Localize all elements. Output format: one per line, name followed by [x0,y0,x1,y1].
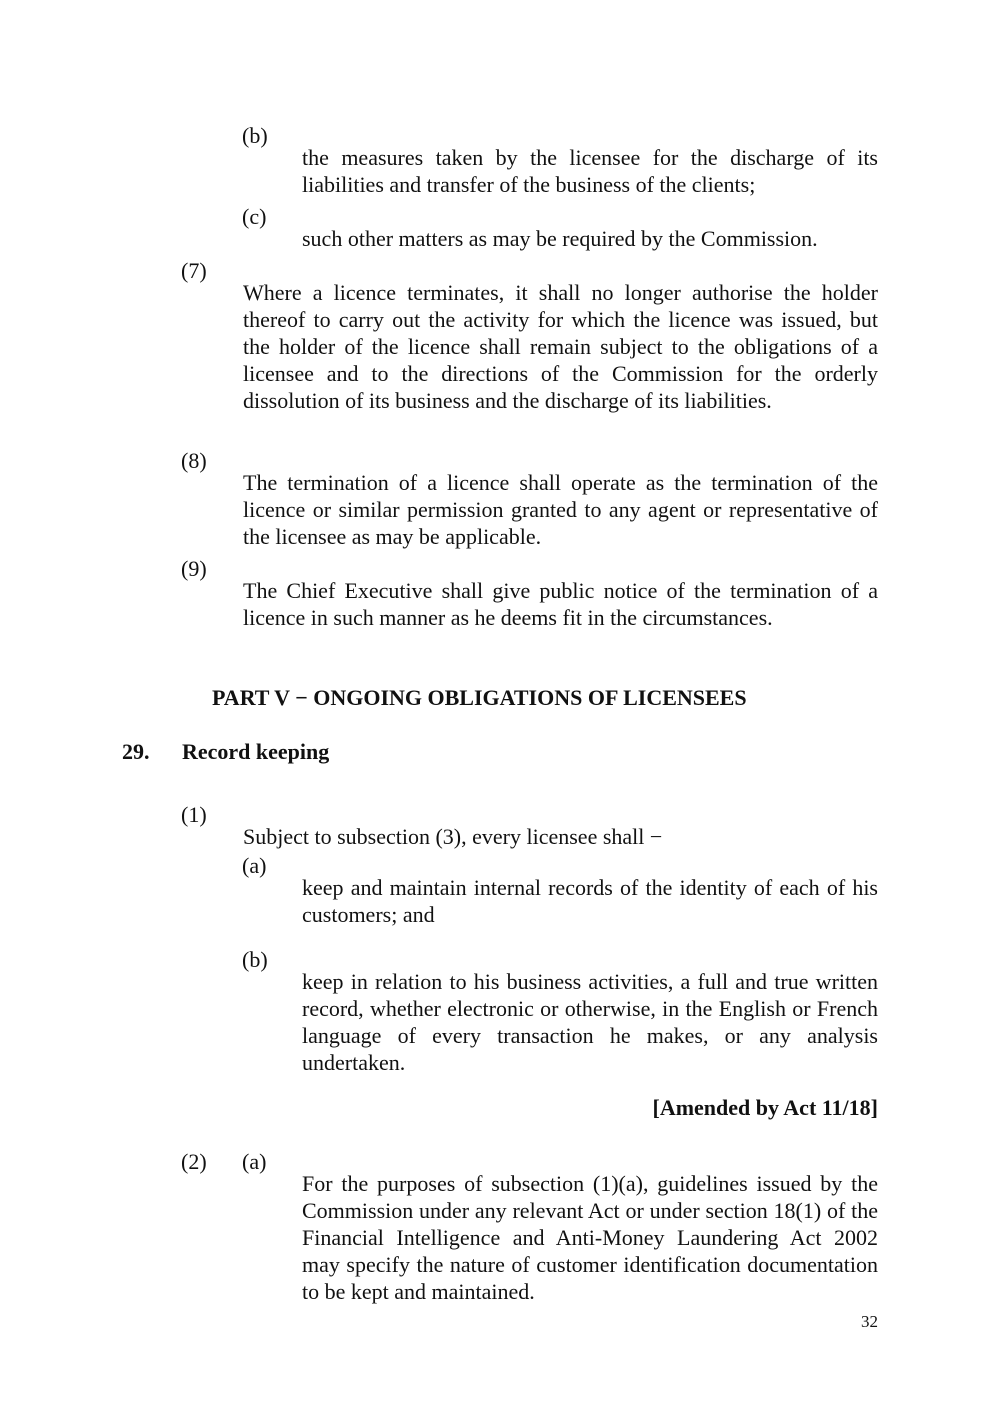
paragraph-1b-text: keep in relation to his business activities, a full and true written record, whether electronic or otherwise, in the English or French language of every transaction he makes, or any analysis undertaken. [302,969,878,1075]
paragraph-label-1b: (b) [242,947,268,972]
amendment-note: [Amended by Act 11/18] [652,1095,878,1120]
subsection-9-text: The Chief Executive shall give public notice of the termination of a licence in such manner as he deems fit in the circumstances. [243,578,878,630]
page-number: 32 [861,1312,878,1331]
subsection-label-9: (9) [181,556,207,581]
subsection-8-text: The termination of a licence shall operate as the termination of the licence or similar permission granted to any agent or representative of the licensee as may be applicable. [243,470,878,549]
section-title: Record keeping [182,739,330,764]
part-heading: PART V − ONGOING OBLIGATIONS OF LICENSEES [212,685,747,710]
paragraph-label-1a: (a) [242,853,267,878]
clause-c-text: such other matters as may be required by the Commission. [302,226,818,251]
subsection-1-text: Subject to subsection (3), every licensee shall − [243,824,663,849]
clause-label-c: (c) [242,204,267,229]
paragraph-label-2a: (a) [242,1149,267,1174]
subsection-label-2: (2) [181,1149,207,1174]
subsection-7-text: Where a licence terminates, it shall no longer authorise the holder thereof to carry out the activity for which the licence was issued, but the holder of the licence shall remain subject to the obligations of a licensee and to the directions of the Commission for the orderly dissolution of its business and the discharge of its liabilities. [243,280,878,413]
clause-b-text: the measures taken by the licensee for the discharge of its liabilities and transfer of the business of the clients; [302,145,878,197]
section-number: 29. [122,739,150,764]
subsection-label-7: (7) [181,258,207,283]
subsection-label-1: (1) [181,802,207,827]
subsection-label-8: (8) [181,448,207,473]
clause-label-b: (b) [242,123,268,148]
paragraph-2a-text: For the purposes of subsection (1)(a), guidelines issued by the Commission under any relevant Act or under section 18(1) of the Financial Intelligence and Anti-Money Laundering Act 2002 may specify the nature of customer identification documentation to be kept and maintained. [302,1171,878,1304]
paragraph-1a-text: keep and maintain internal records of the identity of each of his customers; and [302,875,878,927]
